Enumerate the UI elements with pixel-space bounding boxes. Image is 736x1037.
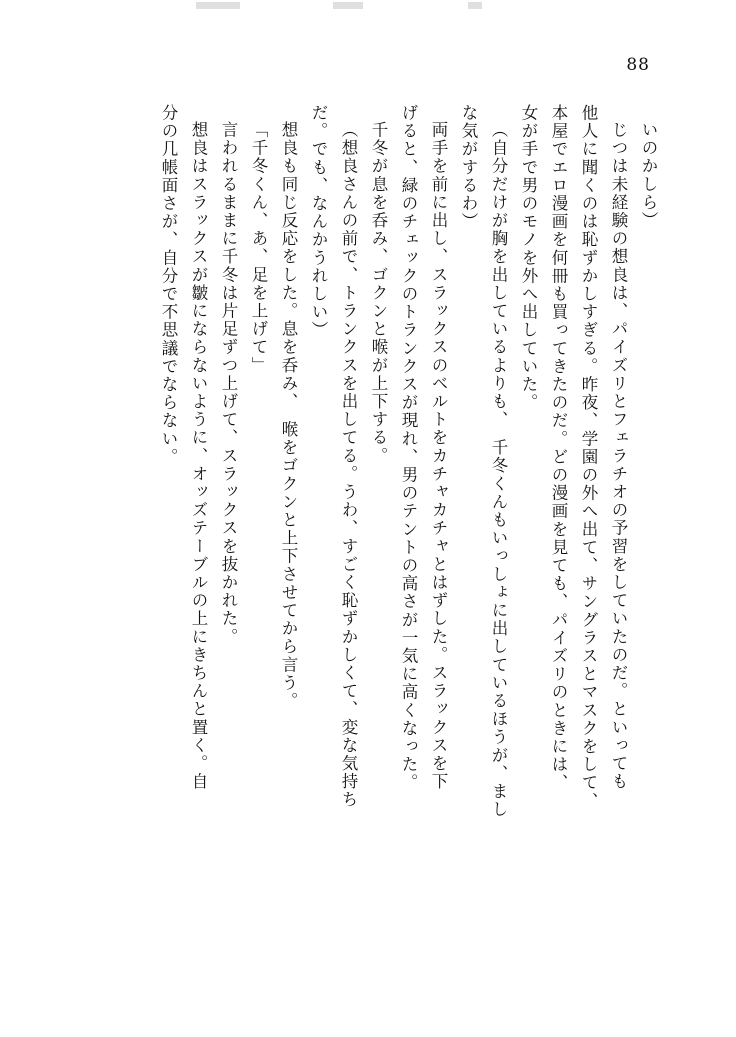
text-column: 他人に聞くのは恥ずかしすぎる。昨夜、学園の外へ出て、サングラスとマスクをして、: [579, 104, 598, 810]
scan-mark: [468, 2, 482, 9]
text-column: な気がするわ）: [459, 104, 478, 231]
text-column: 本屋でエロ漫画を何冊も買ってきたのだ。どの漫画を見ても、パイズリのときには、: [549, 104, 568, 792]
text-column: 千冬が息を呑み、ゴクンと喉が上下する。: [369, 121, 388, 465]
text-column: 「千冬くん、あ、足を上げて」: [249, 121, 268, 375]
text-column: 想良も同じ反応をした。息を呑み、 喉をゴクンと上下させてから言う。: [279, 121, 298, 711]
text-column: 分の几帳面さが、自分で不思議でならない。: [159, 104, 178, 466]
text-column: いのかしら）: [639, 121, 658, 230]
scan-mark: [196, 2, 240, 9]
text-column: げると、緑のチェックのトランクスが現れ、男のテントの高さが一気に高くなった。: [399, 104, 418, 792]
text-column: （自分だけが胸を出しているよりも、 千冬くんもいっしょに出しているほうが、まし: [489, 121, 508, 819]
text-column: じつは未経験の想良は、パイズリとフェラチオの予習をしていたのだ。といっても: [609, 121, 628, 791]
text-column: 言われるままに千冬は片足ずつ上げて、スラックスを抜かれた。: [219, 121, 238, 646]
text-column: 女が手で男のモノを外へ出していた。: [519, 104, 538, 412]
scan-mark: [333, 2, 363, 9]
body-text-vertical: [90, 104, 656, 984]
text-column: 想良はスラックスが皺にならないように、オッズテーブルの上にきちんと置く。自: [189, 121, 208, 791]
page-number: 88: [626, 55, 650, 75]
scan-artifact-strip: [0, 0, 736, 14]
text-column: だ。でも、なんかうれしい）: [309, 104, 328, 340]
text-column: 両手を前に出し、スラックスのベルトをカチャカチャとはずした。スラックスを下: [429, 121, 448, 791]
text-column: （想良さんの前で、トランクスを出してる。うわ、すごく恥ずかしくて、変な気持ち: [339, 121, 358, 809]
